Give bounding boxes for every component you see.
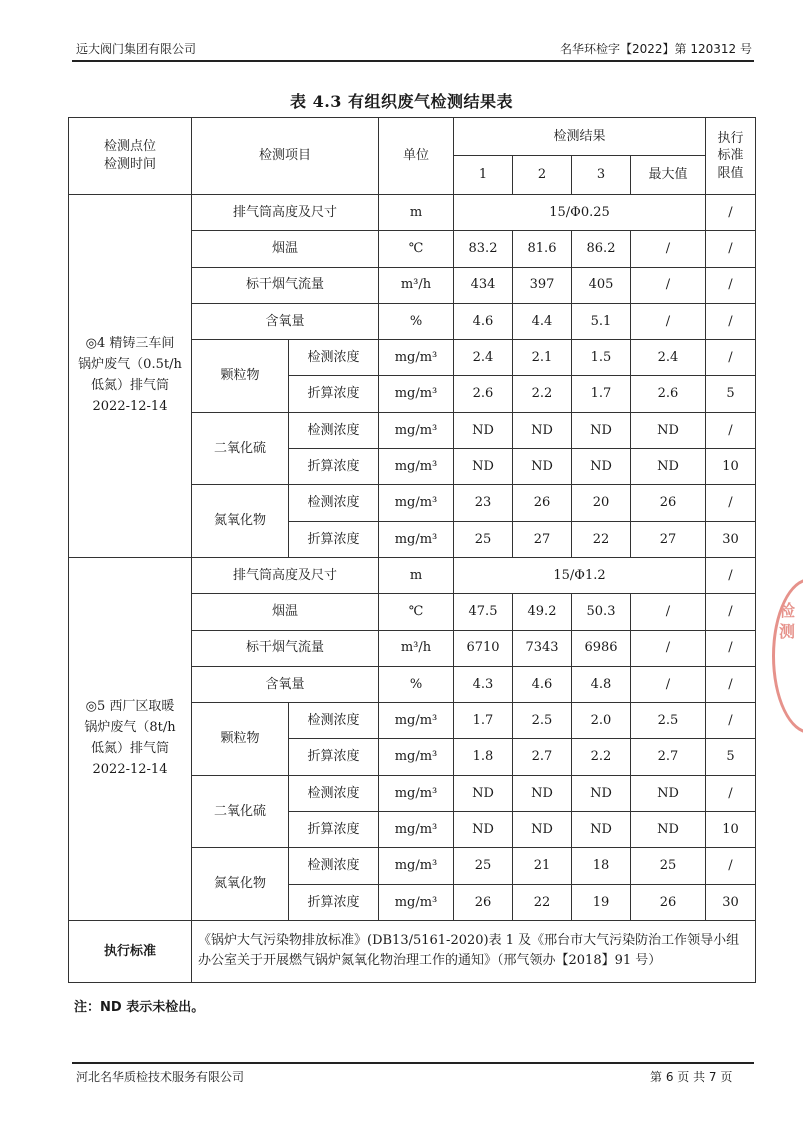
- result-value: /: [706, 340, 756, 376]
- flue-temperature-unit: ℃: [379, 231, 454, 267]
- result-value: ND: [631, 412, 706, 448]
- result-value: ND: [454, 775, 513, 811]
- header-item: 检测项目: [192, 118, 379, 195]
- header-row: [69, 118, 756, 156]
- oxygen-content-label: 含氧量: [192, 303, 379, 339]
- result-value: /: [631, 666, 706, 702]
- result-value: 49.2: [513, 594, 572, 630]
- result-value: 1.7: [572, 376, 631, 412]
- result-value: 405: [572, 267, 631, 303]
- pollutant-name: 颗粒物: [192, 340, 289, 413]
- header-rule: [72, 60, 754, 62]
- sampling-point-line: 锅炉废气（8t/h: [84, 720, 176, 736]
- result-value: 2.6: [631, 376, 706, 412]
- result-value: /: [706, 485, 756, 521]
- result-value: 10: [706, 812, 756, 848]
- stack-size-unit: m: [379, 557, 454, 593]
- stack-size-row: [69, 195, 756, 231]
- header-unit: 单位: [379, 118, 454, 195]
- red-seal-stamp: [772, 578, 803, 734]
- result-value: 4.6: [454, 303, 513, 339]
- result-value: ND: [454, 812, 513, 848]
- sampling-point-cell: [69, 557, 192, 920]
- concentration-type: 折算浓度: [289, 812, 379, 848]
- sampling-point-line: ◎4 精铸三车间: [85, 336, 175, 352]
- concentration-type: 检测浓度: [289, 412, 379, 448]
- result-value: /: [706, 231, 756, 267]
- result-value: /: [631, 630, 706, 666]
- result-value: 5.1: [572, 303, 631, 339]
- result-value: 6986: [572, 630, 631, 666]
- result-value: 1.8: [454, 739, 513, 775]
- result-value: 22: [572, 521, 631, 557]
- pollutant-name: 颗粒物: [192, 703, 289, 776]
- result-value: 4.6: [513, 666, 572, 702]
- flue-gas-flow-unit: m³/h: [379, 267, 454, 303]
- result-value: 434: [454, 267, 513, 303]
- concentration-unit: mg/m³: [379, 775, 454, 811]
- sampling-point-line: 锅炉废气（0.5t/h: [78, 357, 182, 373]
- result-value: 18: [572, 848, 631, 884]
- result-value: /: [706, 303, 756, 339]
- result-value: 5: [706, 739, 756, 775]
- result-value: /: [706, 594, 756, 630]
- result-value: 22: [513, 884, 572, 920]
- result-value: 27: [631, 521, 706, 557]
- header-company: 远大阀门集团有限公司: [76, 42, 197, 56]
- result-value: 1.7: [454, 703, 513, 739]
- result-value: 25: [631, 848, 706, 884]
- concentration-type: 折算浓度: [289, 739, 379, 775]
- result-value: 4.4: [513, 303, 572, 339]
- concentration-type: 折算浓度: [289, 521, 379, 557]
- sampling-point-line: 2022-12-14: [92, 398, 168, 414]
- stack-size-row: [69, 557, 756, 593]
- sampling-point-line: 低氮）排气筒: [90, 740, 169, 756]
- result-value: 6710: [454, 630, 513, 666]
- stack-size-value: 15/Φ1.2: [454, 557, 706, 593]
- pollutant-name: 二氧化硫: [192, 775, 289, 848]
- result-value: 4.8: [572, 666, 631, 702]
- pollutant-name: 氮氧化物: [192, 848, 289, 921]
- result-value: 25: [454, 521, 513, 557]
- header-time: 检测时间: [103, 157, 156, 172]
- footer-rule: [72, 1062, 754, 1064]
- result-value: 2.0: [572, 703, 631, 739]
- header-result-2: 2: [513, 156, 572, 195]
- concentration-unit: mg/m³: [379, 703, 454, 739]
- sampling-point-cell: [69, 195, 192, 558]
- result-value: 2.4: [631, 340, 706, 376]
- result-value: /: [706, 703, 756, 739]
- concentration-unit: mg/m³: [379, 376, 454, 412]
- result-value: 7343: [513, 630, 572, 666]
- result-value: 2.7: [631, 739, 706, 775]
- header-result-1: 1: [454, 156, 513, 195]
- flue-temperature-unit: ℃: [379, 594, 454, 630]
- result-value: 2.4: [454, 340, 513, 376]
- result-value: 83.2: [454, 231, 513, 267]
- flue-gas-flow-label: 标干烟气流量: [192, 267, 379, 303]
- result-value: 2.7: [513, 739, 572, 775]
- header-point: 检测点位: [103, 139, 156, 155]
- oxygen-content-unit: %: [379, 303, 454, 339]
- sampling-point-line: 低氮）排气筒: [90, 377, 169, 393]
- result-value: ND: [454, 412, 513, 448]
- result-value: ND: [631, 449, 706, 485]
- result-value: 86.2: [572, 231, 631, 267]
- flue-temperature-label: 烟温: [192, 594, 379, 630]
- stack-size-label: 排气筒高度及尺寸: [192, 195, 379, 231]
- result-value: 27: [513, 521, 572, 557]
- result-value: 25: [454, 848, 513, 884]
- result-value: ND: [572, 449, 631, 485]
- result-value: 26: [454, 884, 513, 920]
- result-value: /: [706, 848, 756, 884]
- standard-row: [69, 920, 756, 982]
- pollutant-name: 二氧化硫: [192, 412, 289, 485]
- result-value: /: [706, 412, 756, 448]
- oxygen-content-label: 含氧量: [192, 666, 379, 702]
- footnote: 注：ND 表示未检出。: [74, 1000, 205, 1015]
- sampling-point-line: ◎5 西厂区取暖: [85, 699, 175, 715]
- result-value: ND: [454, 449, 513, 485]
- result-value: 26: [631, 485, 706, 521]
- table-title: 表 4.3 有组织废气检测结果表: [290, 92, 513, 111]
- concentration-unit: mg/m³: [379, 412, 454, 448]
- result-value: ND: [513, 812, 572, 848]
- result-value: ND: [513, 775, 572, 811]
- result-value: ND: [513, 449, 572, 485]
- result-value: /: [631, 267, 706, 303]
- result-value: ND: [572, 812, 631, 848]
- result-value: /: [706, 267, 756, 303]
- results-table: [68, 117, 756, 983]
- stack-size-unit: m: [379, 195, 454, 231]
- stack-size-limit: /: [706, 557, 756, 593]
- result-value: /: [631, 594, 706, 630]
- result-value: 397: [513, 267, 572, 303]
- header-result-3: 3: [572, 156, 631, 195]
- result-value: 2.6: [454, 376, 513, 412]
- concentration-unit: mg/m³: [379, 449, 454, 485]
- header-limit-line3: 限值: [717, 165, 744, 181]
- result-value: 2.2: [572, 739, 631, 775]
- flue-temperature-label: 烟温: [192, 231, 379, 267]
- concentration-type: 检测浓度: [289, 340, 379, 376]
- result-value: /: [706, 666, 756, 702]
- concentration-type: 折算浓度: [289, 449, 379, 485]
- header-results: 检测结果: [454, 118, 706, 156]
- concentration-unit: mg/m³: [379, 812, 454, 848]
- header-limit-line1: 执行: [717, 130, 744, 146]
- result-value: ND: [572, 775, 631, 811]
- result-value: 23: [454, 485, 513, 521]
- result-value: 1.5: [572, 340, 631, 376]
- result-value: 4.3: [454, 666, 513, 702]
- concentration-type: 检测浓度: [289, 848, 379, 884]
- result-value: 47.5: [454, 594, 513, 630]
- header-max: 最大值: [631, 156, 706, 195]
- result-value: 30: [706, 521, 756, 557]
- concentration-type: 折算浓度: [289, 376, 379, 412]
- result-value: ND: [572, 412, 631, 448]
- oxygen-content-unit: %: [379, 666, 454, 702]
- result-value: /: [706, 775, 756, 811]
- footer-company: 河北名华质检技术服务有限公司: [76, 1070, 245, 1084]
- standard-label: 执行标准: [69, 920, 192, 982]
- flue-gas-flow-label: 标干烟气流量: [192, 630, 379, 666]
- result-value: /: [631, 231, 706, 267]
- stack-size-limit: /: [706, 195, 756, 231]
- result-value: 26: [513, 485, 572, 521]
- result-value: 5: [706, 376, 756, 412]
- result-value: ND: [631, 775, 706, 811]
- flue-gas-flow-unit: m³/h: [379, 630, 454, 666]
- result-value: ND: [513, 412, 572, 448]
- result-value: 81.6: [513, 231, 572, 267]
- result-value: 2.5: [513, 703, 572, 739]
- footer-page-number: 第 6 页 共 7 页: [650, 1070, 733, 1084]
- result-value: 20: [572, 485, 631, 521]
- result-value: 21: [513, 848, 572, 884]
- result-value: 30: [706, 884, 756, 920]
- result-value: 26: [631, 884, 706, 920]
- result-value: ND: [631, 812, 706, 848]
- result-value: 10: [706, 449, 756, 485]
- concentration-type: 检测浓度: [289, 703, 379, 739]
- concentration-type: 折算浓度: [289, 884, 379, 920]
- concentration-unit: mg/m³: [379, 739, 454, 775]
- stack-size-value: 15/Φ0.25: [454, 195, 706, 231]
- result-value: 50.3: [572, 594, 631, 630]
- results-table-body: [69, 118, 756, 983]
- concentration-unit: mg/m³: [379, 340, 454, 376]
- result-value: 2.1: [513, 340, 572, 376]
- result-value: /: [631, 303, 706, 339]
- result-value: 2.2: [513, 376, 572, 412]
- result-value: 2.5: [631, 703, 706, 739]
- concentration-unit: mg/m³: [379, 521, 454, 557]
- result-value: 19: [572, 884, 631, 920]
- sampling-point-line: 2022-12-14: [92, 761, 168, 777]
- concentration-unit: mg/m³: [379, 884, 454, 920]
- header-report-number: 名华环检字【2022】第 120312 号: [560, 42, 752, 56]
- concentration-type: 检测浓度: [289, 485, 379, 521]
- result-value: /: [706, 630, 756, 666]
- concentration-unit: mg/m³: [379, 485, 454, 521]
- concentration-unit: mg/m³: [379, 848, 454, 884]
- header-limit: [706, 118, 756, 195]
- header-point-time: [69, 118, 192, 195]
- pollutant-name: 氮氧化物: [192, 485, 289, 558]
- standard-text: 《锅炉大气污染物排放标准》(DB13/5161-2020)表 1 及《邢台市大气污染防治工作领导小组办公室关于开展燃气锅炉氮氧化物治理工作的通知》（邢气领办【2018】91 号）: [192, 920, 756, 982]
- concentration-type: 检测浓度: [289, 775, 379, 811]
- stack-size-label: 排气筒高度及尺寸: [192, 557, 379, 593]
- header-limit-line2: 标准: [717, 148, 744, 164]
- red-seal-text: 检 测: [779, 601, 796, 641]
